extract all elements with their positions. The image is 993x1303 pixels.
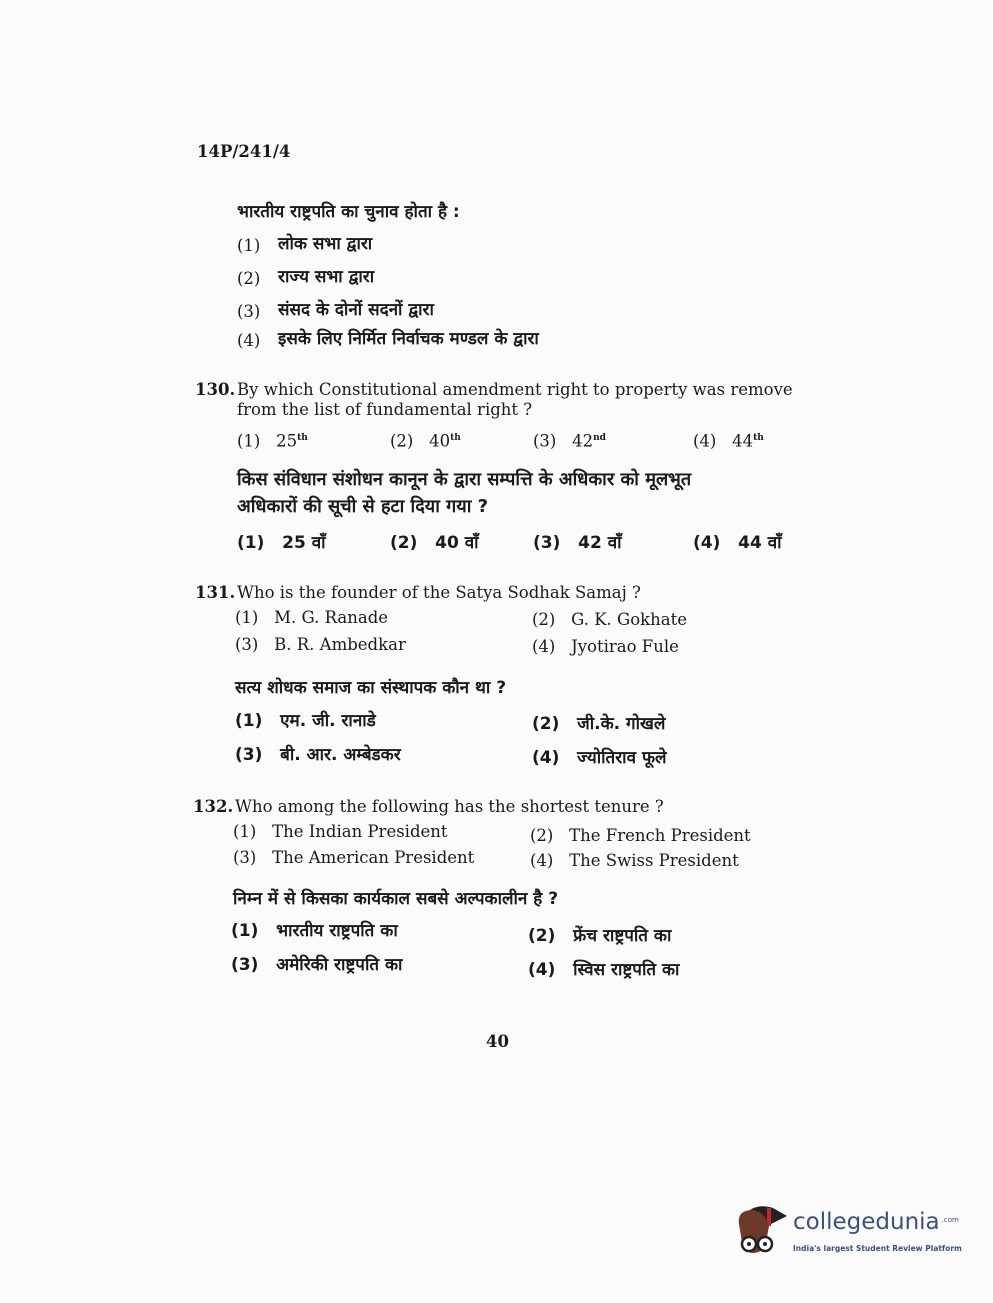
option-1: (1) M. G. Ranade	[235, 608, 389, 627]
option-2: (2) जी.के. गोखले	[532, 714, 666, 734]
option-text: राज्य सभा द्वारा	[278, 267, 375, 287]
option-1: (1) भारतीय राष्ट्रपति का	[231, 921, 398, 941]
question-text: By which Constitutional amendment right to property was remove	[237, 380, 793, 399]
option-number: (2)	[237, 269, 261, 288]
logo-suffix: .com	[941, 1216, 959, 1224]
option-number: (1)	[237, 236, 261, 255]
option-4: (4) ज्योतिराव फूले	[532, 748, 667, 768]
collegedunia-logo	[735, 1198, 975, 1268]
student-mascot-icon	[735, 1198, 791, 1268]
option-1: (1) 25th	[237, 431, 308, 451]
option-4: (4) स्विस राष्ट्रपति का	[528, 960, 680, 980]
paper-code: 14P/241/4	[197, 142, 291, 161]
option-3: (3) अमेरिकी राष्ट्रपति का	[231, 955, 403, 975]
option-4: (4) 44 वाँ	[693, 533, 782, 553]
question-number: 130.	[195, 380, 236, 399]
question-number: 132.	[193, 797, 234, 816]
option-3: (3) बी. आर. अम्बेडकर	[235, 745, 401, 765]
option-3: (3) B. R. Ambedkar	[235, 635, 406, 654]
option-number: (3)	[237, 302, 261, 321]
question-text: Who among the following has the shortest tenure ?	[235, 797, 664, 816]
question-text-hindi: सत्य शोधक समाज का संस्थापक कौन था ?	[235, 678, 507, 698]
option-4: (4) 44th	[693, 431, 764, 451]
option-text: इसके लिए निर्मित निर्वाचक मण्डल के द्वारा	[278, 329, 539, 349]
question-text-hindi: निम्न में से किसका कार्यकाल सबसे अल्पकालीन है ?	[233, 889, 559, 909]
option-1: (1) 25 वाँ	[237, 533, 326, 553]
logo-brand: collegedunia	[793, 1209, 940, 1235]
option-3: (3) The American President	[233, 848, 475, 867]
option-4: (4) The Swiss President	[530, 851, 739, 870]
question-text: Who is the founder of the Satya Sodhak Samaj ?	[237, 583, 641, 602]
question-text: from the list of fundamental right ?	[237, 400, 533, 419]
option-2: (2) G. K. Gokhate	[532, 610, 687, 629]
option-number: (4)	[237, 331, 261, 350]
question-number: 131.	[195, 583, 236, 602]
option-2: (2) The French President	[530, 826, 751, 845]
question-text-hindi: किस संविधान संशोधन कानून के द्वारा सम्पत्ति के अधिकार को मूलभूत	[237, 469, 692, 490]
option-text: संसद के दोनों सदनों द्वारा	[278, 300, 434, 320]
logo-wordmark	[793, 1208, 959, 1236]
option-2: (2) फ्रेंच राष्ट्रपति का	[528, 926, 672, 946]
page-number: 40	[486, 1032, 509, 1051]
option-1: (1) The Indian President	[233, 822, 448, 841]
option-2: (2) 40 वाँ	[390, 533, 479, 553]
option-3: (3) 42 वाँ	[533, 533, 622, 553]
option-text: लोक सभा द्वारा	[278, 234, 373, 254]
logo-tagline: India's largest Student Review Platform	[793, 1244, 962, 1253]
option-2: (2) 40th	[390, 431, 461, 451]
question-text-hindi: अधिकारों की सूची से हटा दिया गया ?	[237, 496, 489, 517]
option-4: (4) Jyotirao Fule	[532, 637, 679, 656]
option-1: (1) एम. जी. रानाडे	[235, 711, 376, 731]
option-3: (3) 42nd	[533, 431, 606, 451]
question-text: भारतीय राष्ट्रपति का चुनाव होता है :	[237, 202, 460, 222]
